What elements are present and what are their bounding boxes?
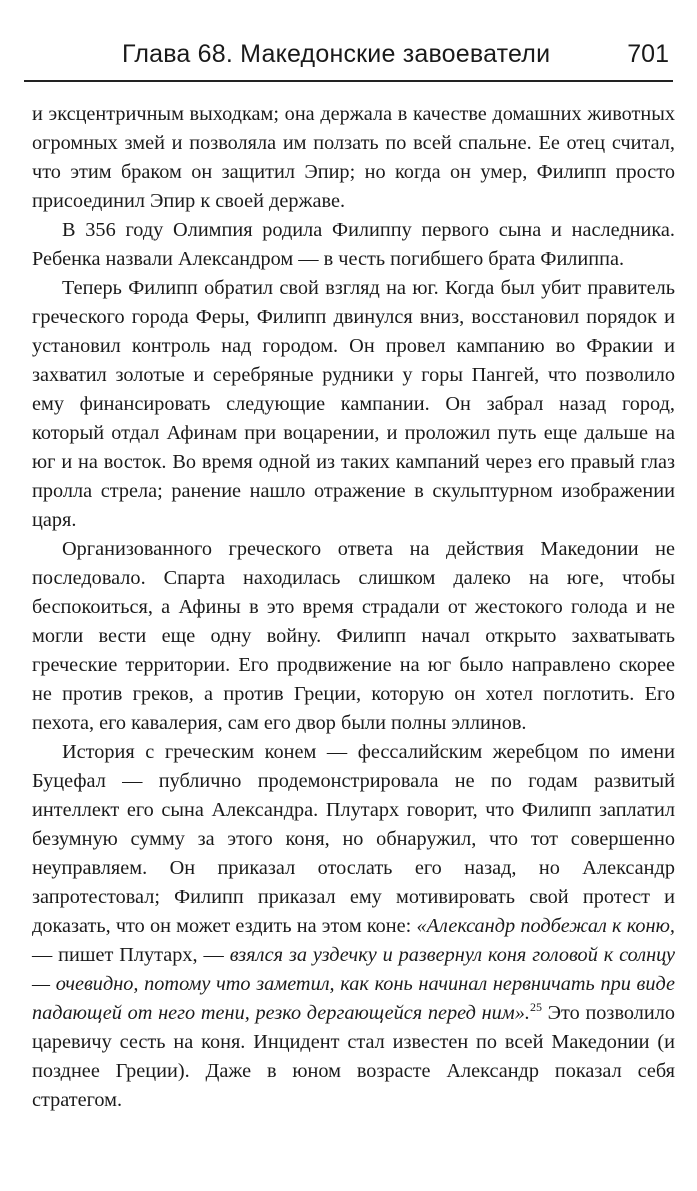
paragraph-birth-of-alexander: В 356 году Олимпия родила Филиппу первого сына и наследника. Ребенка назвали Александром — в честь погибшего брата Филиппа.: [32, 219, 675, 270]
footnote-marker[interactable]: 25: [529, 1000, 542, 1015]
paragraph-southern-campaigns: Теперь Филипп обратил свой взгляд на юг. Когда был убит правитель греческого города Феры, Филипп двинулся вниз, восстановил порядок и установил контроль над городом. Он провел кампанию во Фракии и захватил золотые и серебряные рудники у горы Пангей, что позволило ему финансировать следующие кампании. Он забрал назад город, который отдал Афинам при воцарении, и проложил путь еще дальше на юг и на восток. Во время одной из таких кампаний через его правый глаз пролла стрела; ранение нашло отражение в скульптурном изображении царя.: [32, 277, 675, 531]
paragraph-greek-response: Организованного греческого ответа на действия Македонии не последовало. Спарта находилась слишком далеко на юге, чтобы беспокоиться, а Афины в это время страдали от жестокого голода и не могли вести еще одну войну. Филипп начал открыто захватывать греческие территории. Его продвижение на юг было направлено скорее не против греков, а против Греции, которую он хотел поглотить. Его пехота, его кавалерия, сам его двор были полны эллинов.: [32, 538, 675, 734]
plutarch-quote-part-1: «Александр подбежал к коню,: [416, 915, 675, 937]
chapter-title: Глава 68. Македонские завоеватели: [122, 40, 551, 68]
page-number: 701: [627, 40, 669, 68]
bucephalus-intro-text: История с греческим конем — фессалийским жеребцом по имени Буцефал — публично продемонстрировала не по годам развитый интеллект его сына Александра. Плутарх говорит, что Филипп заплатил безумную сумму за этого коня, но обнаружил, что тот совершенно неуправляем. Он приказал отослать его назад, но Александр запротестовал; Филипп приказал ему мотивировать свой протест и доказать, что он может ездить на этом коне:: [32, 741, 675, 937]
plutarch-quote-part-2: взялся за уздечку и развернул коня головой к солнцу — очевидно, потому что заметил, как конь начинал нервничать при виде падающей от него тени, резко дергающейся перед ним».: [32, 944, 676, 1024]
running-header: [24, 36, 673, 82]
quote-attribution: — пишет Плутарх, —: [32, 944, 230, 966]
body-text: [32, 100, 675, 1115]
paragraph-continued: и эксцентричным выходкам; она держала в качестве домашних животных огромных змей и позволяла им ползать по всей спальне. Ее отец считал, что этим браком он защитил Эпир; но когда он умер, Филипп просто присоединил Эпир к своей державе.: [32, 103, 675, 212]
paragraph-bucephalus: [32, 738, 675, 1115]
bucephalus-outro-text: Это позволило царевичу сесть на коня. Инцидент стал известен по всей Македонии (и позднее Греции). Даже в юном возрасте Александр показал себя стратегом.: [32, 1002, 675, 1111]
